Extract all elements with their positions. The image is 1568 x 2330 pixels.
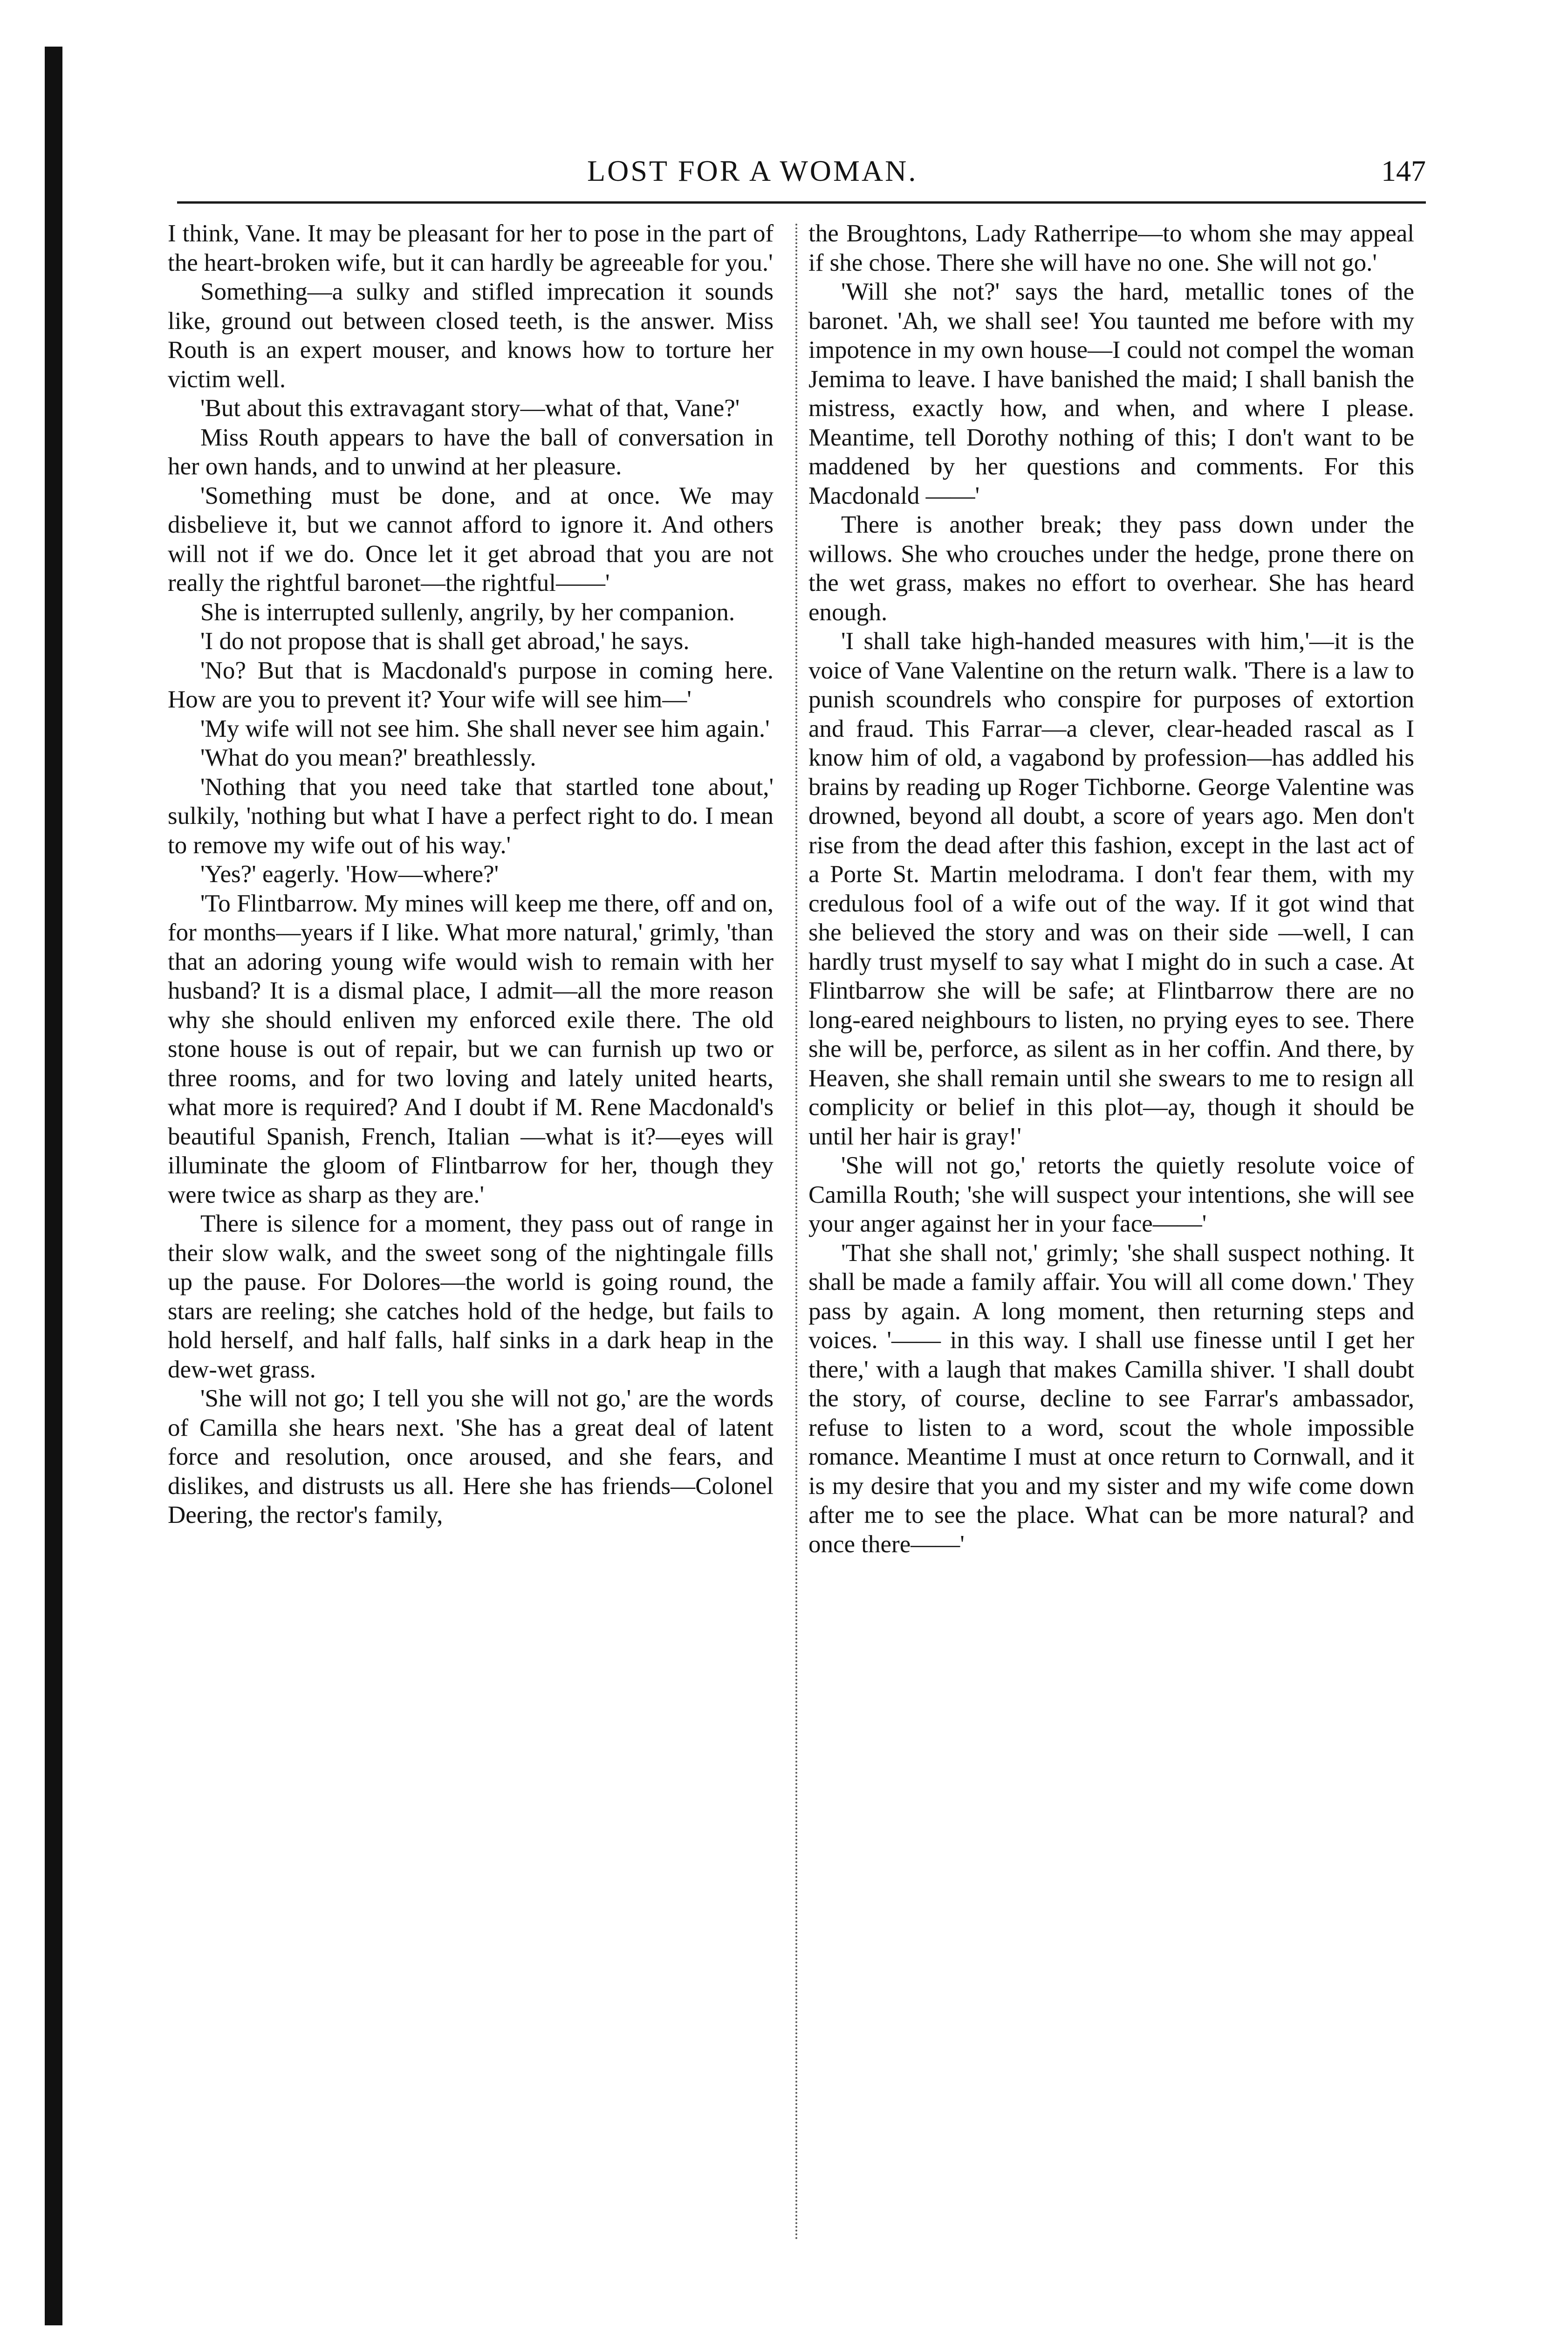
right-column [808,219,1414,1559]
paragraph: I think, Vane. It may be pleasant for her to pose in the part of the heart-broken wife, but it can hardly be agreeable for you.' [168,220,774,276]
paragraph: 'Nothing that you need take that startled tone about,' sulkily, 'nothing but what I have a perfect right to do. I mean to remove my wife out of his way.' [168,773,774,859]
page-number: 147 [1381,154,1426,187]
paragraph: Something—a sulky and stifled imprecation it sounds like, ground out between closed teeth, is the answer. Miss Routh is an expert mouser, and knows how to torture her victim well. [168,278,774,393]
paragraph: There is another break; they pass down under the willows. She who crouches under the hedge, prone there on the wet grass, makes no effort to overhear. She has heard enough. [808,511,1414,626]
paragraph: 'What do you mean?' breathlessly. [200,744,536,771]
page-binding-edge [45,47,62,2325]
paragraph: 'I do not propose that is shall get abroad,' he says. [200,628,690,655]
paragraph: 'To Flintbarrow. My mines will keep me there, off and on, for months—years if I like. What more natural,' grimly, 'than that an adoring young wife would wish to remain with her husband? It is a dismal place, I admit—all the more reason why she should enliven my enforced exile there. The old stone house is out of repair, but we can furnish up two or three rooms, and for two loving and lately united hearts, what more is required? And I doubt if M. Rene Macdonald's beautiful Spanish, French, Italian —what is it?—eyes will illuminate the gloom of Flintbarrow for her, though they were twice as sharp as they are.' [168,890,774,1208]
paragraph: 'Yes?' eagerly. 'How—where?' [200,861,499,888]
paragraph: 'That she shall not,' grimly; 'she shall suspect nothing. It shall be made a family affair. You will all come down.' They pass by again. A long moment, then returning steps and voices. '—— in this way. I shall use finesse until I get her there,' with a laugh that makes Camilla shiver. 'I shall doubt the story, of course, decline to see Farrar's ambassador, refuse to listen to a word, scout the whole impossible romance. Meantime I must at once return to Cornwall, and it is my desire that you and my sister and my wife come down after me to see the place. What can be more natural? and once there——' [808,1239,1414,1558]
paragraph: 'I shall take high-handed measures with him,'—it is the voice of Vane Valentine on the return walk. 'There is a law to punish scoundrels who conspire for purposes of extortion and fraud. This Farrar—a clever, clear-headed rascal as I know him of old, a vagabond by profession—has addled his brains by reading up Roger Tichborne. George Valentine was drowned, beyond all doubt, a score of years ago. Men don't rise from the dead after this fashion, except in the last act of a Porte St. Martin melodrama. I don't fear them, with my credulous fool of a wife out of the way. If it got wind that she believed the story and was on their side —well, I can hardly trust myself to say what I might do in such a case. At Flintbarrow she will be safe; at Flintbarrow there are no long-eared neighbours to listen, no prying eyes to see. There she will be, perforce, as silent as in her coffin. And there, by Heaven, she shall remain until she swears to me to resign all complicity or belief in this plot—ay, though it should be until her hair is gray!' [808,628,1414,1150]
paragraph: 'No? But that is Macdonald's purpose in coming here. How are you to prevent it? Your wife will see him—' [168,657,774,713]
page-header [168,154,1426,196]
column-divider [795,224,797,2241]
paragraph: the Broughtons, Lady Ratherripe—to whom she may appeal if she chose. There she will have no one. She will not go.' [808,220,1414,276]
running-title: LOST FOR A WOMAN. [587,154,918,187]
paragraph: 'She will not go; I tell you she will not go,' are the words of Camilla she hears next. 'She has a great deal of latent force and resolution, once aroused, and she fears, and dislikes, and distrusts us all. Here she has friends—Colonel Deering, the rector's family, [168,1385,774,1528]
paragraph: 'She will not go,' retorts the quietly resolute voice of Camilla Routh; 'she will suspect your intentions, she will see your anger against her in your face——' [808,1152,1414,1237]
paragraph: 'But about this extravagant story—what of that, Vane?' [200,395,740,422]
header-rule [177,201,1426,204]
paragraph: 'My wife will not see him. She shall never see him again.' [200,715,770,742]
left-column [168,219,774,1530]
paragraph: 'Will she not?' says the hard, metallic tones of the baronet. 'Ah, we shall see! You taunted me before with my impotence in my own house—I could not compel the woman Jemima to leave. I have banished the maid; I shall banish the mistress, exactly how, and when, and where I please. Meantime, tell Dorothy nothing of this; I don't want to be maddened by her questions and comments. For this Macdonald ——' [808,278,1414,509]
paragraph: 'Something must be done, and at once. We may disbelieve it, but we cannot afford to ignore it. And others will not if we do. Once let it get abroad that you are not really the rightful baronet—the rightful——' [168,482,774,596]
paragraph: Miss Routh appears to have the ball of conversation in her own hands, and to unwind at her pleasure. [168,424,774,480]
paragraph: She is interrupted sullenly, angrily, by her companion. [200,598,735,626]
paragraph: There is silence for a moment, they pass out of range in their slow walk, and the sweet song of the nightingale fills up the pause. For Dolores—the world is going round, the stars are reeling; she catches hold of the hedge, but fails to hold herself, and half falls, half sinks in a dark heap in the dew-wet grass. [168,1210,774,1383]
